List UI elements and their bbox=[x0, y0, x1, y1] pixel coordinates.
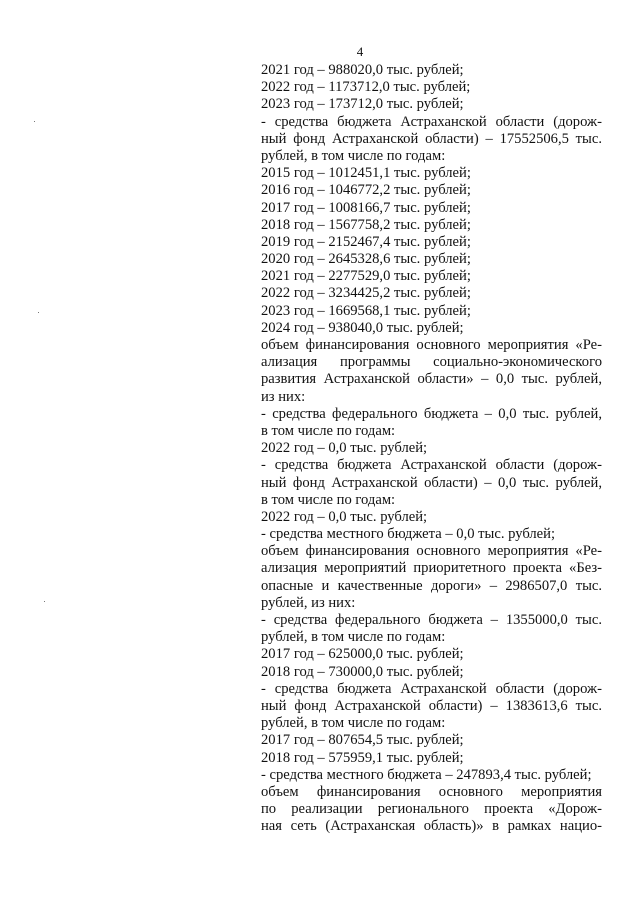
text-line: по реализации регионального проекта «Дорож- bbox=[261, 801, 602, 818]
text-line: 2022 год – 0,0 тыс. рублей; bbox=[261, 508, 428, 525]
text-line: рублей, в том числе по годам: bbox=[261, 629, 446, 646]
text-line: опасные и качественные дороги» – 2986507,0 тыс. bbox=[261, 577, 602, 594]
text-line: ный фонд Астраханской области) – 0,0 тыс. рублей, bbox=[261, 474, 602, 491]
text-line: 2024 год – 938040,0 тыс. рублей; bbox=[261, 319, 464, 336]
text-line: - средства бюджета Астраханской области (дорож- bbox=[261, 457, 602, 474]
text-line: 2023 год – 1669568,1 тыс. рублей; bbox=[261, 302, 471, 319]
text-line: - средства федерального бюджета – 0,0 тыс. рублей, bbox=[261, 405, 602, 422]
text-line: рублей, из них: bbox=[261, 594, 356, 611]
text-line: ализация программы социально-экономического bbox=[261, 354, 602, 371]
text-line: 2018 год – 1567758,2 тыс. рублей; bbox=[261, 216, 471, 233]
text-line: ализация мероприятий приоритетного проекта «Без- bbox=[261, 560, 602, 577]
text-line: 2018 год – 575959,1 тыс. рублей; bbox=[261, 749, 464, 766]
text-line: из них: bbox=[261, 388, 306, 405]
text-line: - средства местного бюджета – 247893,4 тыс. рублей; bbox=[261, 766, 592, 783]
text-line: 2018 год – 730000,0 тыс. рублей; bbox=[261, 663, 464, 680]
text-line: ная сеть (Астраханская область)» в рамках нацио- bbox=[261, 818, 602, 835]
text-line: объем финансирования основного мероприятия «Ре- bbox=[261, 543, 602, 560]
text-line: 2016 год – 1046772,2 тыс. рублей; bbox=[261, 182, 471, 199]
document-body bbox=[261, 62, 602, 835]
text-line: ный фонд Астраханской области) – 1383613,6 тыс. bbox=[261, 697, 602, 714]
text-line: 2021 год – 2277529,0 тыс. рублей; bbox=[261, 268, 471, 285]
text-line: 2022 год – 0,0 тыс. рублей; bbox=[261, 440, 428, 457]
text-line: 2017 год – 625000,0 тыс. рублей; bbox=[261, 646, 464, 663]
text-line: рублей, в том числе по годам: bbox=[261, 147, 446, 164]
text-line: 2020 год – 2645328,6 тыс. рублей; bbox=[261, 251, 471, 268]
text-line: объем финансирования основного мероприятия bbox=[261, 783, 602, 800]
text-line: в том числе по годам: bbox=[261, 491, 396, 508]
page-number: 4 bbox=[356, 44, 364, 59]
text-line: 2021 год – 988020,0 тыс. рублей; bbox=[261, 62, 464, 78]
text-line: развития Астраханской области» – 0,0 тыс. рублей, bbox=[261, 371, 602, 388]
text-line: 2015 год – 1012451,1 тыс. рублей; bbox=[261, 165, 471, 182]
text-line: объем финансирования основного мероприятия «Ре- bbox=[261, 337, 602, 353]
text-line: 2023 год – 173712,0 тыс. рублей; bbox=[261, 96, 464, 113]
text-line: - средства бюджета Астраханской области (дорож- bbox=[261, 680, 602, 697]
text-line: - средства местного бюджета – 0,0 тыс. рублей; bbox=[261, 526, 556, 543]
text-line: 2019 год – 2152467,4 тыс. рублей; bbox=[261, 233, 471, 250]
scan-speck bbox=[44, 601, 45, 602]
text-line: в том числе по годам: bbox=[261, 422, 396, 439]
scan-speck bbox=[38, 312, 39, 313]
text-line: 2022 год – 3234425,2 тыс. рублей; bbox=[261, 285, 471, 302]
scan-speck bbox=[34, 121, 35, 122]
text-line: рублей, в том числе по годам: bbox=[261, 715, 446, 732]
text-line: - средства бюджета Астраханской области (дорож- bbox=[261, 113, 602, 130]
text-line: - средства федерального бюджета – 1355000,0 тыс. bbox=[261, 612, 602, 628]
text-line: 2017 год – 1008166,7 тыс. рублей; bbox=[261, 199, 471, 216]
text-line: 2022 год – 1173712,0 тыс. рублей; bbox=[261, 79, 471, 96]
text-line: ный фонд Астраханской области) – 17552506,5 тыс. bbox=[261, 130, 602, 147]
text-line: 2017 год – 807654,5 тыс. рублей; bbox=[261, 732, 464, 749]
